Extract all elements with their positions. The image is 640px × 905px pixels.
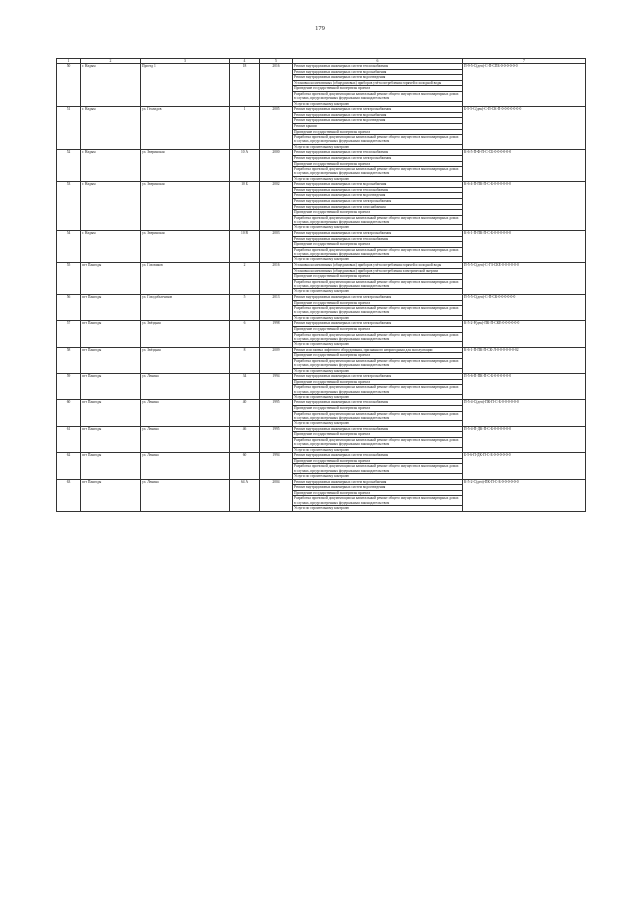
locality-cell: пгт Пангоды: [81, 374, 141, 400]
work-item-cell: Ремонт внутридомовых инженерных систем водоотведения: [293, 485, 463, 491]
work-item-cell: Ремонт внутридомовых инженерных систем теплоснабжения: [293, 187, 463, 193]
house-cell: 10 А: [230, 150, 260, 182]
street-cell: ул. Зверинская: [141, 150, 230, 182]
work-item-cell: Проведение государственной экспертизы проекта: [293, 86, 463, 92]
work-item-cell: Услуги по строительному контролю: [293, 474, 463, 480]
work-item-cell: Ремонт внутридомовых инженерных систем водоснабжения: [293, 69, 463, 75]
street-cell: ул. Геолидов: [141, 107, 230, 150]
year-cell: 2004: [260, 479, 293, 511]
year-cell: 1998: [260, 321, 293, 347]
table-row: [57, 426, 586, 432]
row-number: 52: [57, 150, 81, 182]
work-item-cell: Услуги по строительному контролю: [293, 421, 463, 427]
street-cell: ул. Зверинская: [141, 231, 230, 263]
building-code-cell: К-5-2-С(деп)-ПК-П-С-Б-0-0-0-0-0-0: [463, 479, 586, 511]
table-row: [57, 321, 586, 327]
work-item-cell: Ремонт внутридомовых инженерных систем теплоснабжения: [293, 400, 463, 406]
work-item-cell: Разработка проектной документации на капитальный ремонт общего имущества в многоквартирных домах в случаях, предусмотренных федеральным законодательством: [293, 91, 463, 101]
row-number: 54: [57, 231, 81, 263]
row-number: 58: [57, 347, 81, 373]
row-number: 59: [57, 374, 81, 400]
year-cell: 2013: [260, 294, 293, 320]
year-cell: 2005: [260, 107, 293, 150]
work-item-cell: Ремонт или замена лифтового оборудования, признанного непригодным для эксплуатации: [293, 347, 463, 353]
work-item-cell: Разработка проектной документации на капитальный ремонт общего имущества в многоквартирных домах в случаях, предусмотренных федеральным законодательством: [293, 411, 463, 421]
column-number: 7: [463, 59, 586, 64]
house-cell: 6: [230, 321, 260, 347]
building-code-cell: П-5-4-С(деп)-ПК-П-С-Б-0-0-0-0-0-0: [463, 400, 586, 426]
work-item-cell: Ремонт внутридомовых инженерных систем электроснабжения: [293, 199, 463, 205]
column-number: 1: [57, 59, 81, 64]
work-item-cell: Проведение государственной экспертизы проекта: [293, 161, 463, 167]
work-item-cell: Разработка проектной документации на капитальный ремонт общего имущества в многоквартирных домах в случаях, предусмотренных федеральным законодательством: [293, 279, 463, 289]
work-item-cell: Ремонт внутридомовых инженерных систем теплоснабжения: [293, 426, 463, 432]
work-item-cell: Услуги по строительному контролю: [293, 447, 463, 453]
capital-repair-table: [56, 58, 586, 512]
locality-cell: пгт Пангоды: [81, 294, 141, 320]
locality-cell: пгт Пангоды: [81, 347, 141, 373]
street-cell: ул. Зверинская: [141, 182, 230, 231]
work-item-cell: Ремонт внутридомовых инженерных систем водоотведения: [293, 75, 463, 81]
work-item-cell: Разработка проектной документации на капитальный ремонт общего имущества в многоквартирных домах в случаях, предусмотренных федеральным законодательством: [293, 438, 463, 448]
locality-cell: пгт Пангоды: [81, 426, 141, 452]
work-item-cell: Установка коллективных (общедомовых) приборов учёта потребления горячей и холодной воды: [293, 80, 463, 86]
row-number: 61: [57, 426, 81, 452]
street-cell: ул. Газодобытчиков: [141, 294, 230, 320]
house-cell: 5: [230, 294, 260, 320]
street-cell: ул. Ленина: [141, 400, 230, 426]
locality-cell: г. Надым: [81, 231, 141, 263]
year-cell: 2003: [260, 231, 293, 263]
work-item-cell: Ремонт внутридомовых инженерных систем водоснабжения: [293, 112, 463, 118]
building-code-cell: Б-5-5-С(дек)-С-П-СК-П-0-0-0-0-0-0-0: [463, 107, 586, 150]
building-code-cell: К-6-4-П-ПК-П-С-Б-0-0-0-0-0-0: [463, 182, 586, 231]
locality-cell: г. Надым: [81, 64, 141, 107]
work-item-cell: Услуги по строительному контролю: [293, 368, 463, 374]
row-number: 62: [57, 453, 81, 479]
work-item-cell: Услуги по строительному контролю: [293, 176, 463, 182]
table-row: [57, 107, 586, 113]
work-item-cell: Проведение государственной экспертизы проекта: [293, 379, 463, 385]
page-number: 179: [315, 25, 325, 32]
row-number: 57: [57, 321, 81, 347]
work-item-cell: Ремонт внутридомовых инженерных систем газоснабжения: [293, 204, 463, 210]
street-cell: ул. Ленина: [141, 453, 230, 479]
work-item-cell: Услуги по строительному контролю: [293, 342, 463, 348]
street-cell: ул. Звёздная: [141, 347, 230, 373]
year-cell: 2016: [260, 64, 293, 107]
street-cell: ул. Звёздная: [141, 321, 230, 347]
table-row: [57, 347, 586, 353]
locality-cell: пгт Пангоды: [81, 400, 141, 426]
work-item-cell: Ремонт внутридомовых инженерных систем водоснабжения: [293, 479, 463, 485]
work-item-cell: Ремонт внутридомовых инженерных систем электроснабжения: [293, 294, 463, 300]
work-item-cell: Услуги по строительному контролю: [293, 289, 463, 295]
locality-cell: г. Надым: [81, 150, 141, 182]
house-cell: 10 В: [230, 231, 260, 263]
street-cell: ул. Ленина: [141, 479, 230, 511]
table-row: [57, 453, 586, 459]
building-code-cell: К-6-1-П-ПК-П-СК-Л-0-0-0-0-0-0-02: [463, 347, 586, 373]
house-cell: 8: [230, 347, 260, 373]
table-row: [57, 263, 586, 269]
work-item-cell: Проведение государственной экспертизы проекта: [293, 326, 463, 332]
house-cell: 60: [230, 453, 260, 479]
table-row: [57, 182, 586, 188]
building-code-cell: Б-5-6-П-ДК-П-С-Б-0-0-0-0-0-0: [463, 453, 586, 479]
building-code-cell: П-5-4-П-ДК-П-С-Б-0-0-0-0-0-0: [463, 426, 586, 452]
table-row: [57, 64, 586, 70]
year-cell: 1994: [260, 453, 293, 479]
work-item-cell: Услуги по строительному контролю: [293, 257, 463, 263]
year-cell: 2000: [260, 150, 293, 182]
building-code-cell: П-9-5-С(деп)-С-П-СПБ-0-0-0-0-0-0: [463, 64, 586, 107]
table-row: [57, 400, 586, 406]
house-cell: 1: [230, 107, 260, 150]
work-item-cell: Проведение государственной экспертизы проекта: [293, 300, 463, 306]
work-item-cell: Ремонт внутридомовых инженерных систем электроснабжения: [293, 321, 463, 327]
year-cell: 1995: [260, 426, 293, 452]
house-cell: 34: [230, 374, 260, 400]
work-item-cell: Ремонт внутридомовых инженерных систем водоотведения: [293, 193, 463, 199]
building-code-cell: К-6-1-П-ПК-П-С-Б-0-0-0-0-0-0: [463, 231, 586, 263]
work-item-cell: Проведение государственной экспертизы проекта: [293, 406, 463, 412]
row-number: 53: [57, 182, 81, 231]
street-cell: ул. Ленина: [141, 374, 230, 400]
work-item-cell: Услуги по строительному контролю: [293, 315, 463, 321]
column-number: 2: [81, 59, 141, 64]
work-item-cell: Ремонт внутридомовых инженерных систем электроснабжения: [293, 107, 463, 113]
work-item-cell: Ремонт внутридомовых инженерных систем теплоснабжения: [293, 64, 463, 70]
column-number: 6: [293, 59, 463, 64]
work-item-cell: Проведение государственной экспертизы проекта: [293, 458, 463, 464]
work-item-cell: Ремонт внутридомовых инженерных систем электроснабжения: [293, 155, 463, 161]
locality-cell: пгт Пангоды: [81, 479, 141, 511]
work-item-cell: Разработка проектной документации на капитальный ремонт общего имущества в многоквартирных домах в случаях, предусмотренных федеральным законодательством: [293, 332, 463, 342]
work-item-cell: Разработка проектной документации на капитальный ремонт общего имущества в многоквартирных домах в случаях, предусмотренных федеральным законодательством: [293, 215, 463, 225]
column-number: 4: [230, 59, 260, 64]
year-cell: 2009: [260, 347, 293, 373]
work-item-cell: Услуги по строительному контролю: [293, 144, 463, 150]
work-item-cell: Проведение государственной экспертизы проекта: [293, 129, 463, 135]
table-row: [57, 294, 586, 300]
work-item-cell: Проведение государственной экспертизы проекта: [293, 210, 463, 216]
row-number: 55: [57, 263, 81, 295]
house-cell: 46: [230, 426, 260, 452]
work-item-cell: Ремонт внутридомовых инженерных систем электроснабжения: [293, 231, 463, 237]
work-item-cell: Ремонт внутридомовых инженерных систем теплоснабжения: [293, 150, 463, 156]
year-cell: 1994: [260, 374, 293, 400]
table-row: [57, 150, 586, 156]
row-number: 51: [57, 107, 81, 150]
work-item-cell: Разработка проектной документации на капитальный ремонт общего имущества в многоквартирных домах в случаях, предусмотренных федеральным законодательством: [293, 247, 463, 257]
building-code-cell: П-5-5-С(деп)-С-П-СК-0-0-0-0-0-0: [463, 294, 586, 320]
work-item-cell: Проведение государственной экспертизы проекта: [293, 490, 463, 496]
work-item-cell: Ремонт внутридомовых инженерных систем теплоснабжения: [293, 236, 463, 242]
work-item-cell: Разработка проектной документации на капитальный ремонт общего имущества в многоквартирных домах в случаях, предусмотренных федеральным законодательством: [293, 385, 463, 395]
house-cell: 10 Б: [230, 182, 260, 231]
locality-cell: г. Надым: [81, 107, 141, 150]
work-item-cell: Услуги по строительному контролю: [293, 225, 463, 231]
building-code-cell: К-6-5-П-Ф-П-С-СБ-0-0-0-0-0-0: [463, 150, 586, 182]
work-item-cell: Проведение государственной экспертизы проекта: [293, 242, 463, 248]
street-cell: ул. Ленина: [141, 426, 230, 452]
building-code-cell: П-5-6-П-ПК-П-С-Б-0-0-0-0-0-0: [463, 374, 586, 400]
work-item-cell: Ремонт внутридомовых инженерных систем водоснабжения: [293, 182, 463, 188]
work-item-cell: Услуги по строительному контролю: [293, 505, 463, 511]
row-number: 56: [57, 294, 81, 320]
work-item-cell: Ремонт крыши: [293, 123, 463, 129]
locality-cell: пгт Пангоды: [81, 321, 141, 347]
row-number: 63: [57, 479, 81, 511]
locality-cell: г. Надым: [81, 182, 141, 231]
work-item-cell: Установка коллективных (общедомовых) приборов учёта потребления горячей и холодной воды: [293, 263, 463, 269]
work-item-cell: Проведение государственной экспертизы проекта: [293, 353, 463, 359]
work-item-cell: Разработка проектной документации на капитальный ремонт общего имущества в многоквартирных домах в случаях, предусмотренных федеральным законодательством: [293, 306, 463, 316]
work-item-cell: Установка коллективных (общедомовых) приборов учёта потребления электрической энергии: [293, 268, 463, 274]
column-number: 5: [260, 59, 293, 64]
work-item-cell: Проведение государственной экспертизы проекта: [293, 432, 463, 438]
street-cell: Проезд 1: [141, 64, 230, 107]
house-cell: 18: [230, 64, 260, 107]
year-cell: 2016: [260, 263, 293, 295]
year-cell: 1995: [260, 400, 293, 426]
house-cell: 40: [230, 400, 260, 426]
locality-cell: пгт Пангоды: [81, 453, 141, 479]
street-cell: ул. Газовиков: [141, 263, 230, 295]
work-item-cell: Разработка проектной документации на капитальный ремонт общего имущества в многоквартирных домах в случаях, предусмотренных федеральным законодательством: [293, 167, 463, 177]
table-row: [57, 231, 586, 237]
house-cell: 2: [230, 263, 260, 295]
house-cell: 64 А: [230, 479, 260, 511]
work-item-cell: Ремонт внутридомовых инженерных систем электроснабжения: [293, 374, 463, 380]
table-row: [57, 479, 586, 485]
row-number: 60: [57, 400, 81, 426]
work-item-cell: Ремонт внутридомовых инженерных систем водоотведения: [293, 118, 463, 124]
work-item-cell: Ремонт внутридомовых инженерных систем теплоснабжения: [293, 453, 463, 459]
year-cell: 2002: [260, 182, 293, 231]
work-item-cell: Проведение государственной экспертизы проекта: [293, 274, 463, 280]
work-item-cell: Разработка проектной документации на капитальный ремонт общего имущества в многоквартирных домах в случаях, предусмотренных федеральным законодательством: [293, 358, 463, 368]
building-code-cell: П-5-5-С(деп)-С-ГЗ-СКЕ-0-0-0-0-0-0: [463, 263, 586, 295]
work-item-cell: Разработка проектной документации на капитальный ремонт общего имущества в многоквартирных домах в случаях, предусмотренных федеральным законодательством: [293, 464, 463, 474]
work-item-cell: Услуги по строительному контролю: [293, 394, 463, 400]
table-row: [57, 374, 586, 380]
locality-cell: пгт Пангоды: [81, 263, 141, 295]
work-item-cell: Разработка проектной документации на капитальный ремонт общего имущества в многоквартирных домах в случаях, предусмотренных федеральным законодательством: [293, 496, 463, 506]
column-number: 3: [141, 59, 230, 64]
work-item-cell: Услуги по строительному контролю: [293, 101, 463, 107]
row-number: 50: [57, 64, 81, 107]
work-item-cell: Разработка проектной документации на капитальный ремонт общего имущества в многоквартирных домах в случаях, предусмотренных федеральным законодательством: [293, 135, 463, 145]
building-code-cell: К-5-2-Р(дек)-ПК-П-СКЕ-0-0-0-0-0-0: [463, 321, 586, 347]
